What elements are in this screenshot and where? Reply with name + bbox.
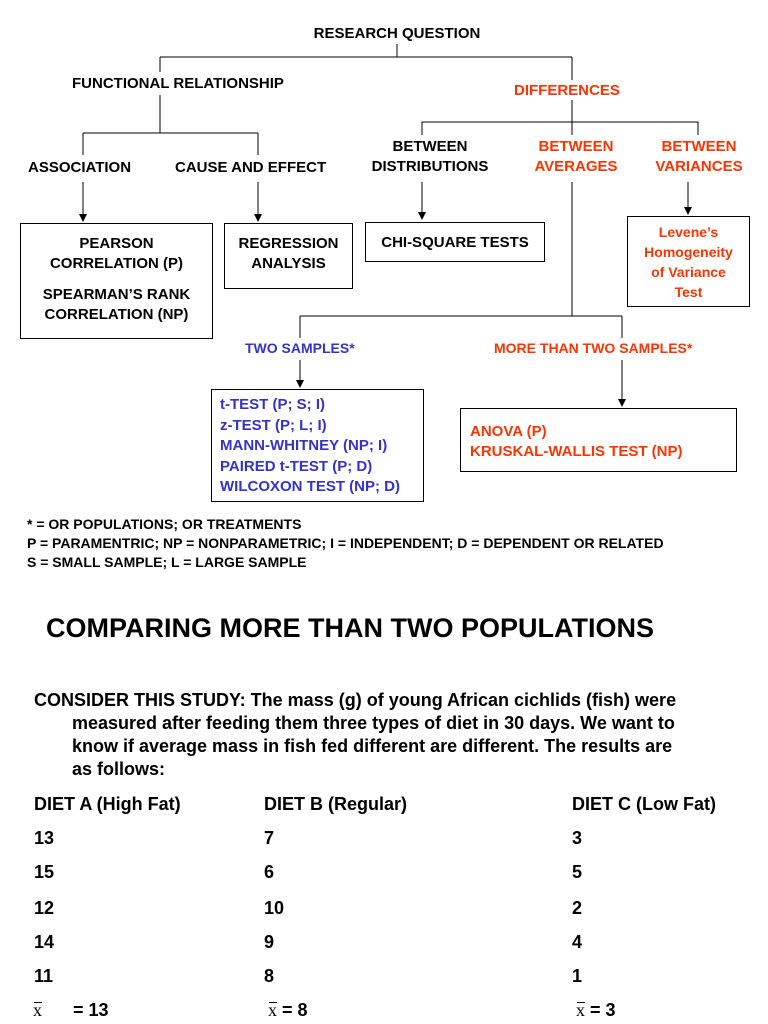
table-cell: 5 — [572, 862, 583, 882]
research-question-label: RESEARCH QUESTION — [313, 25, 481, 42]
mean-value: = 8 — [282, 1000, 308, 1020]
between-variances-label: BETWEEN VARIANCES — [655, 138, 743, 175]
between-averages-label: BETWEEN AVERAGES — [534, 138, 618, 175]
table-cell: 12 — [34, 898, 55, 918]
mean-value: = 13 — [73, 1000, 109, 1020]
header-diet-a: DIET A (High Fat) — [34, 794, 181, 814]
kruskal-wallis-item: KRUSKAL-WALLIS TEST (NP) — [470, 443, 683, 460]
chi-square-box — [365, 222, 545, 262]
mean-symbol: x — [268, 1000, 277, 1020]
two-sample-tests-list — [220, 395, 423, 498]
mean-symbol: x — [576, 1000, 585, 1020]
chi-square-text: CHI-SQUARE TESTS — [381, 234, 529, 251]
cause-effect-label: CAUSE AND EFFECT — [175, 159, 327, 176]
legend-line: S = SMALL SAMPLE; L = LARGE SAMPLE — [27, 554, 307, 570]
table-cell: 9 — [264, 932, 275, 952]
study-description: CONSIDER THIS STUDY: The mass (g) of young African cichlids (fish) were measured after feeding them three types of diet in 30 days. We want to know if average mass in fish fed different are different. The results are as follows: — [34, 690, 677, 779]
more-than-two-samples-label: MORE THAN TWO SAMPLES* — [494, 340, 693, 356]
differences-label: DIFFERENCES — [514, 82, 620, 99]
table-cell: 3 — [572, 828, 583, 848]
mean-diet-b — [268, 1000, 308, 1021]
mann-whitney-item: MANN-WHITNEY (NP; I) — [220, 437, 388, 454]
legend-line: * = OR POPULATIONS; OR TREATMENTS — [27, 516, 302, 532]
regression-box — [224, 223, 353, 289]
levene-box — [627, 216, 750, 307]
wilcoxon-item: WILCOXON TEST (NP; D) — [220, 478, 400, 495]
anova-item: ANOVA (P) — [470, 423, 547, 440]
levene-test-text: Levene’s Homogeneity of Variance Test — [644, 224, 733, 300]
correlation-box — [20, 223, 213, 339]
functional-relationship-label: FUNCTIONAL RELATIONSHIP — [72, 75, 284, 92]
page-title: COMPARING MORE THAN TWO POPULATIONS — [46, 613, 654, 643]
table-cell: 1 — [572, 966, 583, 986]
mean-symbol: x — [33, 1000, 42, 1020]
association-label: ASSOCIATION — [28, 159, 132, 176]
more-sample-tests-list — [470, 422, 736, 462]
mean-diet-c — [576, 1000, 616, 1021]
more-sample-tests-box — [460, 408, 737, 472]
table-cell: 4 — [572, 932, 583, 952]
table-cell: 2 — [572, 898, 583, 918]
pearson-correlation-text: PEARSON CORRELATION (P) — [49, 235, 184, 272]
table-cell: 8 — [264, 966, 275, 986]
t-test-item: t-TEST (P; S; I) — [220, 396, 325, 413]
table-cell: 15 — [34, 862, 55, 882]
header-diet-c: DIET C (Low Fat) — [572, 794, 716, 814]
mean-diet-a — [33, 1000, 109, 1021]
paired-t-test-item: PAIRED t-TEST (P; D) — [220, 457, 373, 475]
legend-line: P = PARAMENTRIC; NP = NONPARAMETRIC; I = INDEPENDENT; D = DEPENDENT OR RELATED — [27, 535, 664, 551]
two-sample-tests-box — [211, 389, 424, 502]
mean-value: = 3 — [590, 1000, 616, 1020]
regression-analysis-text: REGRESSION ANALYSIS — [238, 235, 339, 272]
z-test-item: z-TEST (P; L; I) — [220, 416, 327, 434]
table-cell: 7 — [264, 828, 275, 848]
table-cell: 13 — [34, 828, 55, 848]
table-cell: 6 — [264, 862, 275, 882]
header-diet-b: DIET B (Regular) — [264, 794, 408, 814]
spearman-correlation-text: SPEARMAN’S RANK CORRELATION (NP) — [42, 286, 191, 323]
two-samples-label: TWO SAMPLES* — [245, 340, 355, 356]
abbreviation-legend — [27, 515, 664, 572]
table-cell: 14 — [34, 932, 55, 952]
between-distributions-label: BETWEEN DISTRIBUTIONS — [371, 138, 489, 175]
table-cell: 11 — [34, 966, 54, 986]
table-cell: 10 — [264, 898, 285, 918]
